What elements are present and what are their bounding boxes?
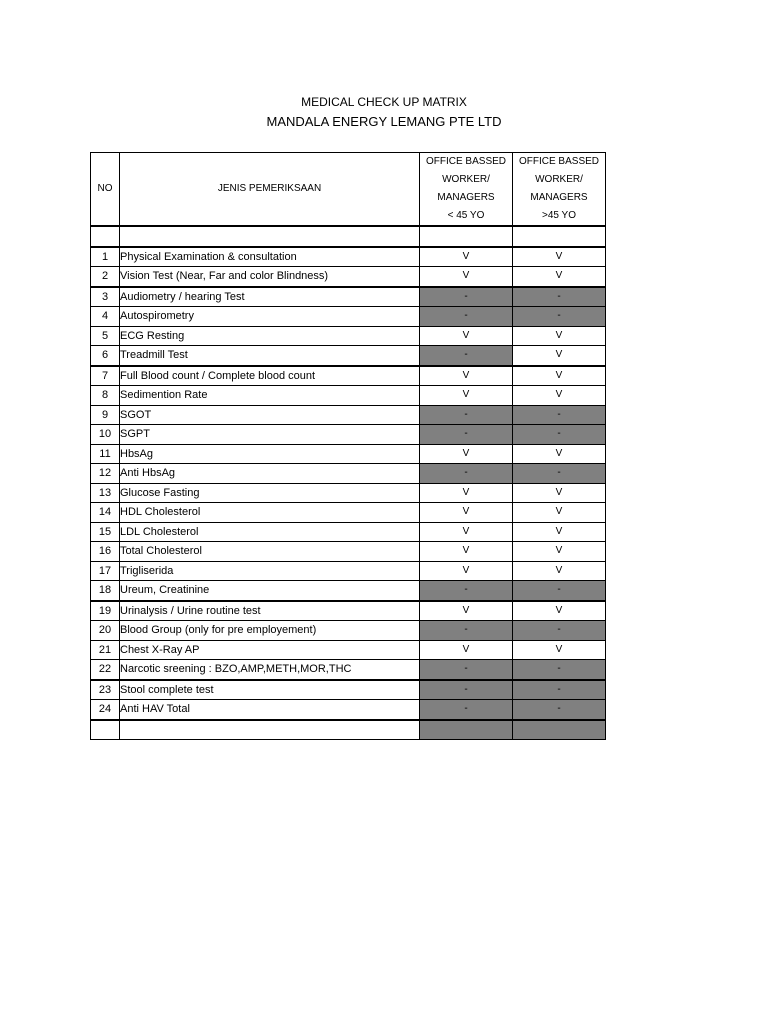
over-45-value: V	[513, 640, 606, 660]
table-row	[91, 483, 606, 503]
row-number: 24	[91, 700, 120, 720]
table-row	[91, 581, 606, 601]
table-row	[91, 346, 606, 366]
over-45-value: V	[513, 247, 606, 267]
under-45-value: -	[420, 287, 513, 307]
exam-name: Physical Examination & consultation	[120, 247, 420, 267]
table-row	[91, 680, 606, 700]
under-45-value: -	[420, 425, 513, 445]
trailing-cell	[91, 720, 120, 740]
over-45-value: V	[513, 503, 606, 523]
row-number: 8	[91, 386, 120, 406]
document-title: MEDICAL CHECK UP MATRIX	[301, 95, 467, 109]
spacer-cell	[420, 226, 513, 247]
under-45-value: V	[420, 483, 513, 503]
trailing-cell	[513, 720, 606, 740]
table-row	[91, 386, 606, 406]
under-45-value: V	[420, 326, 513, 346]
row-number: 2	[91, 267, 120, 287]
over-45-value: -	[513, 621, 606, 641]
over-45-value: V	[513, 542, 606, 562]
exam-name: Total Cholesterol	[120, 542, 420, 562]
exam-name: Vision Test (Near, Far and color Blindness)	[120, 267, 420, 287]
row-number: 12	[91, 464, 120, 484]
table-row	[91, 267, 606, 287]
row-number: 3	[91, 287, 120, 307]
exam-name: LDL Cholesterol	[120, 522, 420, 542]
header-under-45-line-1: OFFICE BASSED	[425, 156, 506, 167]
row-number: 13	[91, 483, 120, 503]
row-number: 23	[91, 680, 120, 700]
exam-name: ECG Resting	[120, 326, 420, 346]
spacer-cell	[91, 226, 120, 247]
over-45-value: V	[513, 444, 606, 464]
under-45-value: -	[420, 621, 513, 641]
under-45-value: -	[420, 700, 513, 720]
medical-checkup-table	[90, 152, 606, 740]
table-row	[91, 640, 606, 660]
under-45-value: V	[420, 503, 513, 523]
table-row	[91, 307, 606, 327]
table-row	[91, 700, 606, 720]
over-45-value: V	[513, 366, 606, 386]
row-number: 1	[91, 247, 120, 267]
table-row	[91, 425, 606, 445]
under-45-value: V	[420, 601, 513, 621]
row-number: 19	[91, 601, 120, 621]
table-row	[91, 247, 606, 267]
header-over-45-line-4: >45 YO	[541, 210, 576, 221]
exam-name: Chest X-Ray AP	[120, 640, 420, 660]
under-45-value: V	[420, 542, 513, 562]
over-45-value: -	[513, 405, 606, 425]
over-45-value: V	[513, 601, 606, 621]
over-45-value: V	[513, 267, 606, 287]
under-45-value: V	[420, 247, 513, 267]
exam-name: HDL Cholesterol	[120, 503, 420, 523]
header-under-45-line-2: WORKER/	[442, 174, 490, 185]
row-number: 11	[91, 444, 120, 464]
row-number: 14	[91, 503, 120, 523]
row-number: 10	[91, 425, 120, 445]
header-no: NO	[91, 153, 120, 227]
empty-trailing-row	[91, 720, 606, 740]
over-45-value: -	[513, 680, 606, 700]
header-row	[91, 153, 606, 227]
exam-name: Narcotic sreening : BZO,AMP,METH,MOR,THC	[120, 660, 420, 680]
header-over-45-line-2: WORKER/	[535, 174, 583, 185]
table-row	[91, 503, 606, 523]
under-45-value: -	[420, 405, 513, 425]
over-45-value: -	[513, 307, 606, 327]
over-45-value: -	[513, 425, 606, 445]
over-45-value: -	[513, 581, 606, 601]
row-number: 6	[91, 346, 120, 366]
under-45-value: -	[420, 346, 513, 366]
under-45-value: -	[420, 307, 513, 327]
over-45-value: V	[513, 561, 606, 581]
row-number: 15	[91, 522, 120, 542]
table-row	[91, 561, 606, 581]
header-over-45-line-1: OFFICE BASSED	[518, 156, 599, 167]
row-number: 4	[91, 307, 120, 327]
over-45-value: V	[513, 346, 606, 366]
under-45-value: -	[420, 680, 513, 700]
under-45-value: V	[420, 386, 513, 406]
row-number: 22	[91, 660, 120, 680]
header-under-45-line-3: MANAGERS	[437, 192, 495, 203]
header-under-45-line-4: < 45 YO	[447, 210, 485, 221]
table-row	[91, 326, 606, 346]
exam-name: Urinalysis / Urine routine test	[120, 601, 420, 621]
exam-name: Anti HbsAg	[120, 464, 420, 484]
table-row	[91, 405, 606, 425]
exam-name: Ureum, Creatinine	[120, 581, 420, 601]
exam-name: Full Blood count / Complete blood count	[120, 366, 420, 386]
under-45-value: V	[420, 267, 513, 287]
under-45-value: -	[420, 464, 513, 484]
row-number: 17	[91, 561, 120, 581]
company-name: MANDALA ENERGY LEMANG PTE LTD	[266, 114, 502, 129]
exam-name: SGPT	[120, 425, 420, 445]
exam-name: Trigliserida	[120, 561, 420, 581]
under-45-value: -	[420, 660, 513, 680]
under-45-value: -	[420, 581, 513, 601]
header-under-45	[420, 153, 513, 227]
trailing-cell	[420, 720, 513, 740]
row-number: 16	[91, 542, 120, 562]
table-row	[91, 366, 606, 386]
row-number: 7	[91, 366, 120, 386]
under-45-value: V	[420, 640, 513, 660]
header-jenis-pemeriksaan: JENIS PEMERIKSAAN	[120, 153, 420, 227]
exam-name: Sedimention Rate	[120, 386, 420, 406]
over-45-value: -	[513, 464, 606, 484]
over-45-value: -	[513, 660, 606, 680]
row-number: 5	[91, 326, 120, 346]
under-45-value: V	[420, 522, 513, 542]
spacer-cell	[513, 226, 606, 247]
empty-spacer-row	[91, 226, 606, 247]
table-row	[91, 444, 606, 464]
table-row	[91, 522, 606, 542]
table-row	[91, 601, 606, 621]
trailing-cell	[120, 720, 420, 740]
row-number: 21	[91, 640, 120, 660]
header-over-45-line-3: MANAGERS	[530, 192, 588, 203]
header-over-45	[513, 153, 606, 227]
table-row	[91, 660, 606, 680]
exam-name: Stool complete test	[120, 680, 420, 700]
table-row	[91, 542, 606, 562]
exam-name: Anti HAV Total	[120, 700, 420, 720]
exam-name: Audiometry / hearing Test	[120, 287, 420, 307]
table-row	[91, 464, 606, 484]
row-number: 18	[91, 581, 120, 601]
exam-name: Autospirometry	[120, 307, 420, 327]
over-45-value: V	[513, 522, 606, 542]
over-45-value: -	[513, 287, 606, 307]
row-number: 20	[91, 621, 120, 641]
row-number: 9	[91, 405, 120, 425]
over-45-value: V	[513, 326, 606, 346]
exam-name: SGOT	[120, 405, 420, 425]
under-45-value: V	[420, 561, 513, 581]
spacer-cell	[120, 226, 420, 247]
exam-name: HbsAg	[120, 444, 420, 464]
under-45-value: V	[420, 366, 513, 386]
over-45-value: V	[513, 483, 606, 503]
over-45-value: -	[513, 700, 606, 720]
table-row	[91, 287, 606, 307]
over-45-value: V	[513, 386, 606, 406]
exam-name: Glucose Fasting	[120, 483, 420, 503]
exam-name: Treadmill Test	[120, 346, 420, 366]
exam-name: Blood Group (only for pre employement)	[120, 621, 420, 641]
table-row	[91, 621, 606, 641]
under-45-value: V	[420, 444, 513, 464]
